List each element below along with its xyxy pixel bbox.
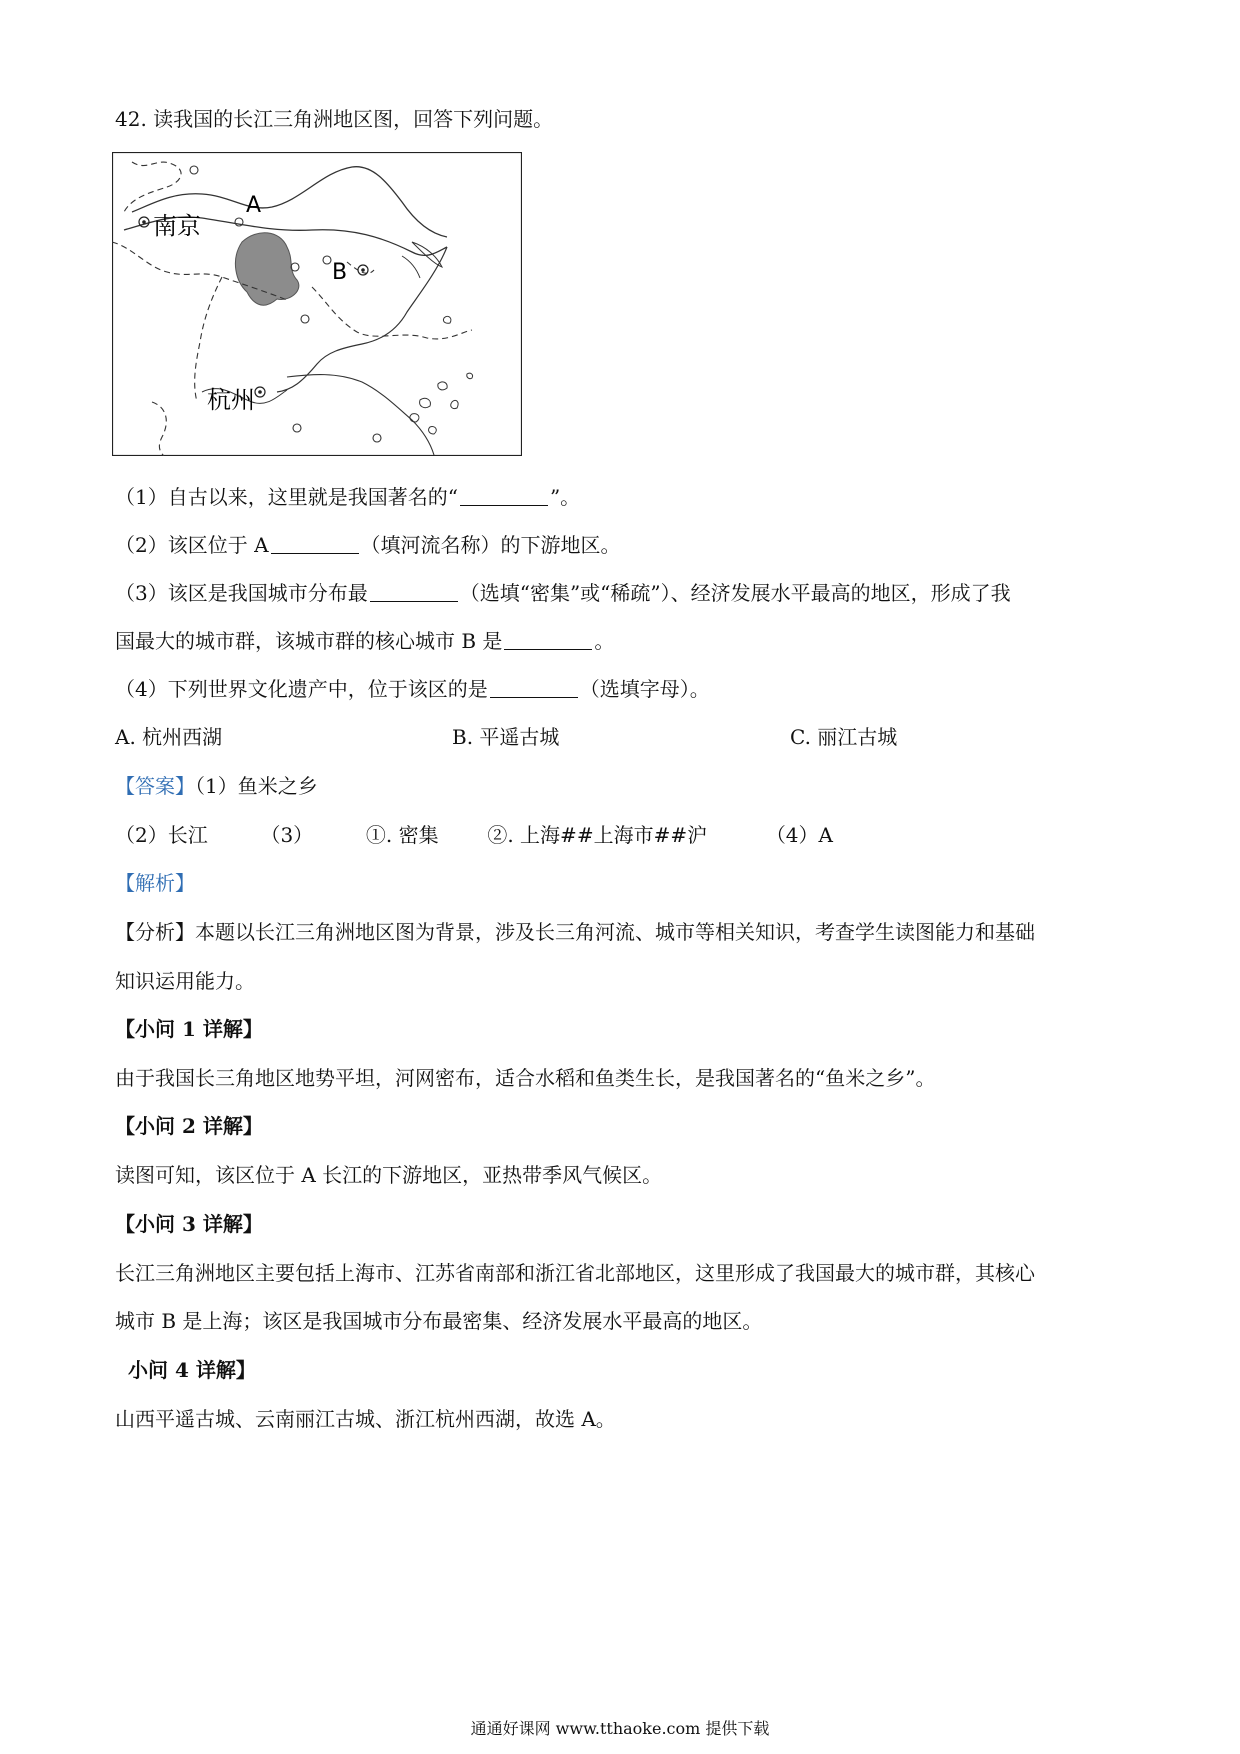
q2-text: （2）该区位于 A [115,533,269,557]
answer-1: （1）鱼米之乡 [195,774,318,798]
q1-answer-blank [460,485,548,506]
sub-question-3-line1 [115,578,1011,608]
hangzhou-marker-center [258,390,262,394]
sub3-title: 【小问 3 详解】 [115,1212,263,1236]
q4-text: （4）下列世界文化遗产中，位于该区的是 [115,677,488,701]
sub1-title: 【小问 1 详解】 [115,1017,263,1041]
answer-4: （4）A [765,823,833,847]
q3-text-line2: 国最大的城市群，该城市群的核心城市 B 是 [115,629,503,653]
page-footer: 通通好课网 www.tthaoke.com 提供下载 [470,1719,770,1738]
option-a: A. 杭州西湖 [115,725,223,749]
map-label-hangzhou: 杭州 [207,386,255,414]
q3-text-cont: （选填“密集”或“稀疏”）、经济发展水平最高的地区，形成了我 [459,581,1011,605]
sub-question-1 [115,482,580,512]
q3-answer-blank-2 [504,629,592,650]
answer-line-2 [115,820,833,850]
q3-text-end: 。 [594,629,615,653]
sub4-title: 小问 4 详解】 [128,1358,256,1382]
analysis-fenxi-line1: 【分析】本题以长江三角洲地区图为背景，涉及长三角河流、城市等相关知识，考查学生读图能力和基础 [115,920,1035,944]
sub-question-2 [115,530,621,560]
q2-answer-blank [271,533,359,554]
answer-3-part1: ①. 密集 [365,823,439,847]
question-stem: 42. 读我国的长江三角洲地区图，回答下列问题。 [115,107,554,131]
sub3-line2: 城市 B 是上海；该区是我国城市分布最密集、经济发展水平最高的地区。 [115,1309,763,1333]
map-label-nanjing: 南京 [153,212,201,240]
answer-3-label: （3） [260,823,314,847]
map-label-b: B [332,260,348,285]
analysis-fenxi-line2: 知识运用能力。 [115,969,255,993]
answer-line-1 [115,771,318,801]
map-label-a: A [246,193,262,218]
yangtze-delta-map [112,152,522,456]
q3-answer-blank-1 [370,581,458,602]
q2-text-end: （填河流名称）的下游地区。 [360,533,621,557]
q3-text: （3）该区是我国城市分布最 [115,581,368,605]
analysis-tag: 【解析】 [115,871,195,895]
sub3-line1: 长江三角洲地区主要包括上海市、江苏省南部和浙江省北部地区，这里形成了我国最大的城市群，其核心 [115,1261,1035,1285]
option-b: B. 平遥古城 [452,725,560,749]
option-c: C. 丽江古城 [790,725,898,749]
sub2-title: 【小问 2 详解】 [115,1114,263,1138]
q1-text-end: ”。 [549,485,581,509]
q1-text: （1）自古以来，这里就是我国著名的“ [115,485,458,509]
answer-tag: 【答案】 [115,774,195,798]
q4-answer-blank [490,677,578,698]
map-frame [113,153,522,456]
sub4-text: 山西平遥古城、云南丽江古城、浙江杭州西湖，故选 A。 [115,1407,616,1431]
q4-text-end: （选填字母）。 [579,677,710,701]
nanjing-marker-center [142,220,146,224]
sub1-text: 由于我国长三角地区地势平坦，河网密布，适合水稻和鱼类生长，是我国著名的“鱼米之乡”。 [115,1066,936,1090]
city-b-marker-center [361,268,365,272]
answer-2: （2）长江 [115,823,208,847]
answer-3-part2: ②. 上海##上海市##沪 [487,823,708,847]
sub-question-3-line2 [115,626,614,656]
sub-question-4 [115,674,710,704]
sub2-text: 读图可知，该区位于 A 长江的下游地区，亚热带季风气候区。 [115,1163,663,1187]
